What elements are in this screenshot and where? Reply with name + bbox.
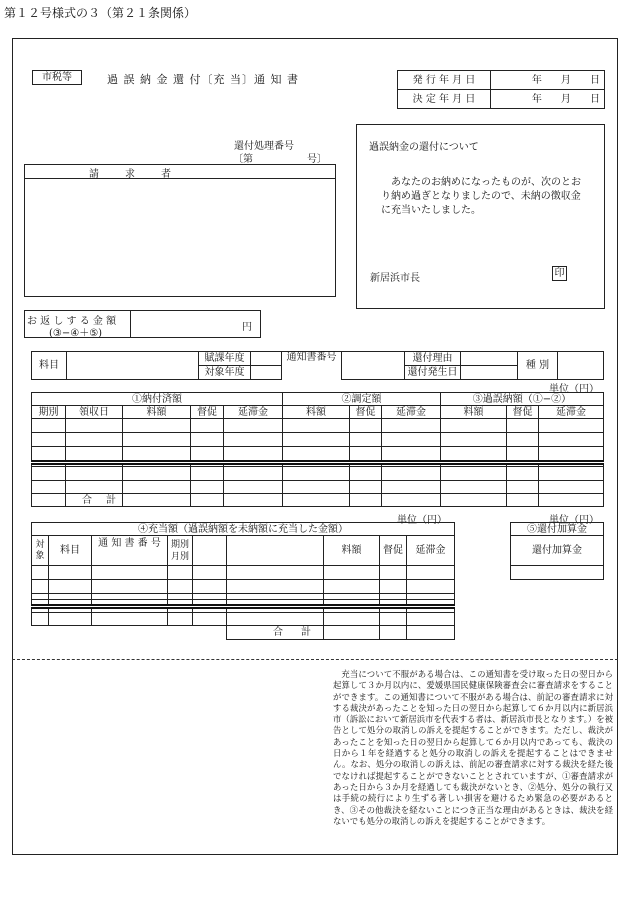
table-row <box>32 481 604 494</box>
subject-value <box>67 352 199 380</box>
decided-header: ②調定額 <box>283 393 441 406</box>
col-paid-late-fee: 延滞金 <box>224 406 283 419</box>
col-overpaid-dunning: 督促 <box>507 406 539 419</box>
mayor-name: 新居浜市長 <box>370 273 420 284</box>
appropriation-period-label: 期別 月別 <box>168 536 193 566</box>
return-amount-yen: 円 <box>242 322 252 333</box>
paid-header: ①納付済額 <box>32 393 283 406</box>
refund-reason-value <box>461 352 518 366</box>
kind-value <box>558 352 604 380</box>
table-break-line-1 <box>31 460 604 465</box>
target-year-label: 対象年度 <box>199 366 251 380</box>
col-decided-amount: 料額 <box>283 406 350 419</box>
col-paid-amount: 料額 <box>123 406 191 419</box>
amount-table <box>31 392 604 507</box>
col-overpaid-amount: 料額 <box>441 406 507 419</box>
refund-reason-label: 還付理由 <box>405 352 461 366</box>
unit-label-2: 単位（円） <box>397 515 447 526</box>
message-heading: 過誤納金の還付について <box>369 142 479 153</box>
refund-number-open: 〔第 <box>233 154 253 165</box>
info-table <box>31 351 604 380</box>
appropriation-header: ④充当額（過誤納額を未納額に充当した金額） <box>32 523 455 536</box>
unit-label-1: 単位（円） <box>549 384 599 395</box>
col-decided-dunning: 督促 <box>350 406 382 419</box>
kind-label: 種 別 <box>518 352 558 380</box>
notice-number-value <box>342 352 405 380</box>
appropriation-total-row <box>32 626 455 640</box>
appropriation-notice-number-label: 通 知 書 番 号 <box>92 536 168 566</box>
return-amount-divider <box>130 310 131 338</box>
table-row <box>32 467 604 481</box>
appropriation-dunning-label: 督促 <box>380 536 407 566</box>
refund-additional-header: ⑤還付加算金 <box>511 523 604 536</box>
refund-occurrence-value <box>461 366 518 380</box>
overpaid-header: ③過誤納額（①−②） <box>441 393 604 406</box>
subject-label: 料目 <box>32 352 67 380</box>
col-overpaid-late-fee: 延滞金 <box>539 406 604 419</box>
amount-table-total-row <box>32 494 604 507</box>
seal-mark: 印 <box>552 266 567 281</box>
tax-type-box <box>32 70 82 85</box>
return-amount-label: お 返 し す る 金 額 <box>27 316 117 327</box>
unit-label-3: 単位（円） <box>549 515 599 526</box>
table-break-line-2 <box>31 604 455 609</box>
appropriation-target-label: 対象 <box>32 536 49 566</box>
refund-additional-table <box>510 522 604 580</box>
amount-table-column-headers <box>32 406 604 419</box>
appropriation-total-label: 合 計 <box>227 626 324 640</box>
issue-date-value: 年 月 日 <box>491 71 605 90</box>
decision-date-value: 年 月 日 <box>491 90 605 109</box>
refund-occurrence-label: 還付発生日 <box>405 366 461 380</box>
claimant-box <box>24 164 336 297</box>
refund-additional-value <box>511 566 604 580</box>
refund-number-close: 号〕 <box>307 154 327 165</box>
legal-notice: 充当について不服がある場合は、この通知書を受け取った日の翌日から起算して３か月以内に、愛媛県国民健康保険審査会に審査請求をすることができます。この通知書について不服がある場合は、前記の審査請求に対する裁決があったことを知った日の翌日から起算して６か月以内に新居浜市（訴訟において新居浜市を代表する者は、新居浜市長となります。）を被告として処分の取消しの訴えを提起することができます。ただし、裁決があったことを知った日の翌日から起算して６か月以内であっても、裁決の日から１年を経過すると処分の取消しの訴えを提起することはできません。なお、処分の取消しの訴えは、前記の審査請求に対する裁決を経た後でなければ提起することができないこととされていますが、①審査請求があった日から３か月を経過しても裁決がないとき、②処分、処分の執行又は手続の続行により生ずる著しい損害を避けるため緊急の必要があるとき、③その他裁決を経ないことにつき正当な理由があるときは、裁決を経ないでも処分の取消しの訴えを提起することができます。 <box>333 669 613 826</box>
refund-additional-label: 還付加算金 <box>511 536 604 566</box>
appropriation-subject-label: 料目 <box>49 536 92 566</box>
message-body: あなたのお納めになったものが、次のとおり納め過ぎとなりましたので、未納の徴収金に充当いたしました。 <box>381 177 581 216</box>
table-row <box>32 433 604 447</box>
dates-table <box>397 70 605 109</box>
notice-number-label: 通知書番号 <box>282 352 342 380</box>
tax-type: 市税等 <box>42 72 72 83</box>
col-decided-late-fee: 延滞金 <box>382 406 441 419</box>
form-number-label: 第１２号様式の３（第２１条関係） <box>4 6 197 20</box>
refund-number-label: 還付処理番号 <box>234 141 294 152</box>
table-row <box>32 580 455 594</box>
claimant-label: 請 求 者 <box>89 169 179 180</box>
table-row <box>32 447 604 461</box>
document-title: 過 誤 納 金 還 付〔充 当〕通 知 書 <box>107 73 299 86</box>
appropriation-table <box>31 522 455 640</box>
cut-line <box>12 659 618 660</box>
amount-total-label: 合 計 <box>66 494 123 507</box>
appropriation-late-fee-label: 延滞金 <box>407 536 455 566</box>
return-amount-formula: (③−④＋⑤) <box>49 328 103 339</box>
tax-year-value <box>251 352 282 366</box>
table-row <box>32 613 455 626</box>
tax-year-label: 賦課年度 <box>199 352 251 366</box>
col-period: 期別 <box>32 406 66 419</box>
table-row <box>32 566 455 580</box>
issue-date-label: 発 行 年 月 日 <box>398 71 491 90</box>
appropriation-amount-label: 料額 <box>324 536 380 566</box>
target-year-value <box>251 366 282 380</box>
table-row <box>32 419 604 433</box>
col-paid-dunning: 督促 <box>191 406 224 419</box>
col-receipt-date: 領収日 <box>66 406 123 419</box>
decision-date-label: 決 定 年 月 日 <box>398 90 491 109</box>
